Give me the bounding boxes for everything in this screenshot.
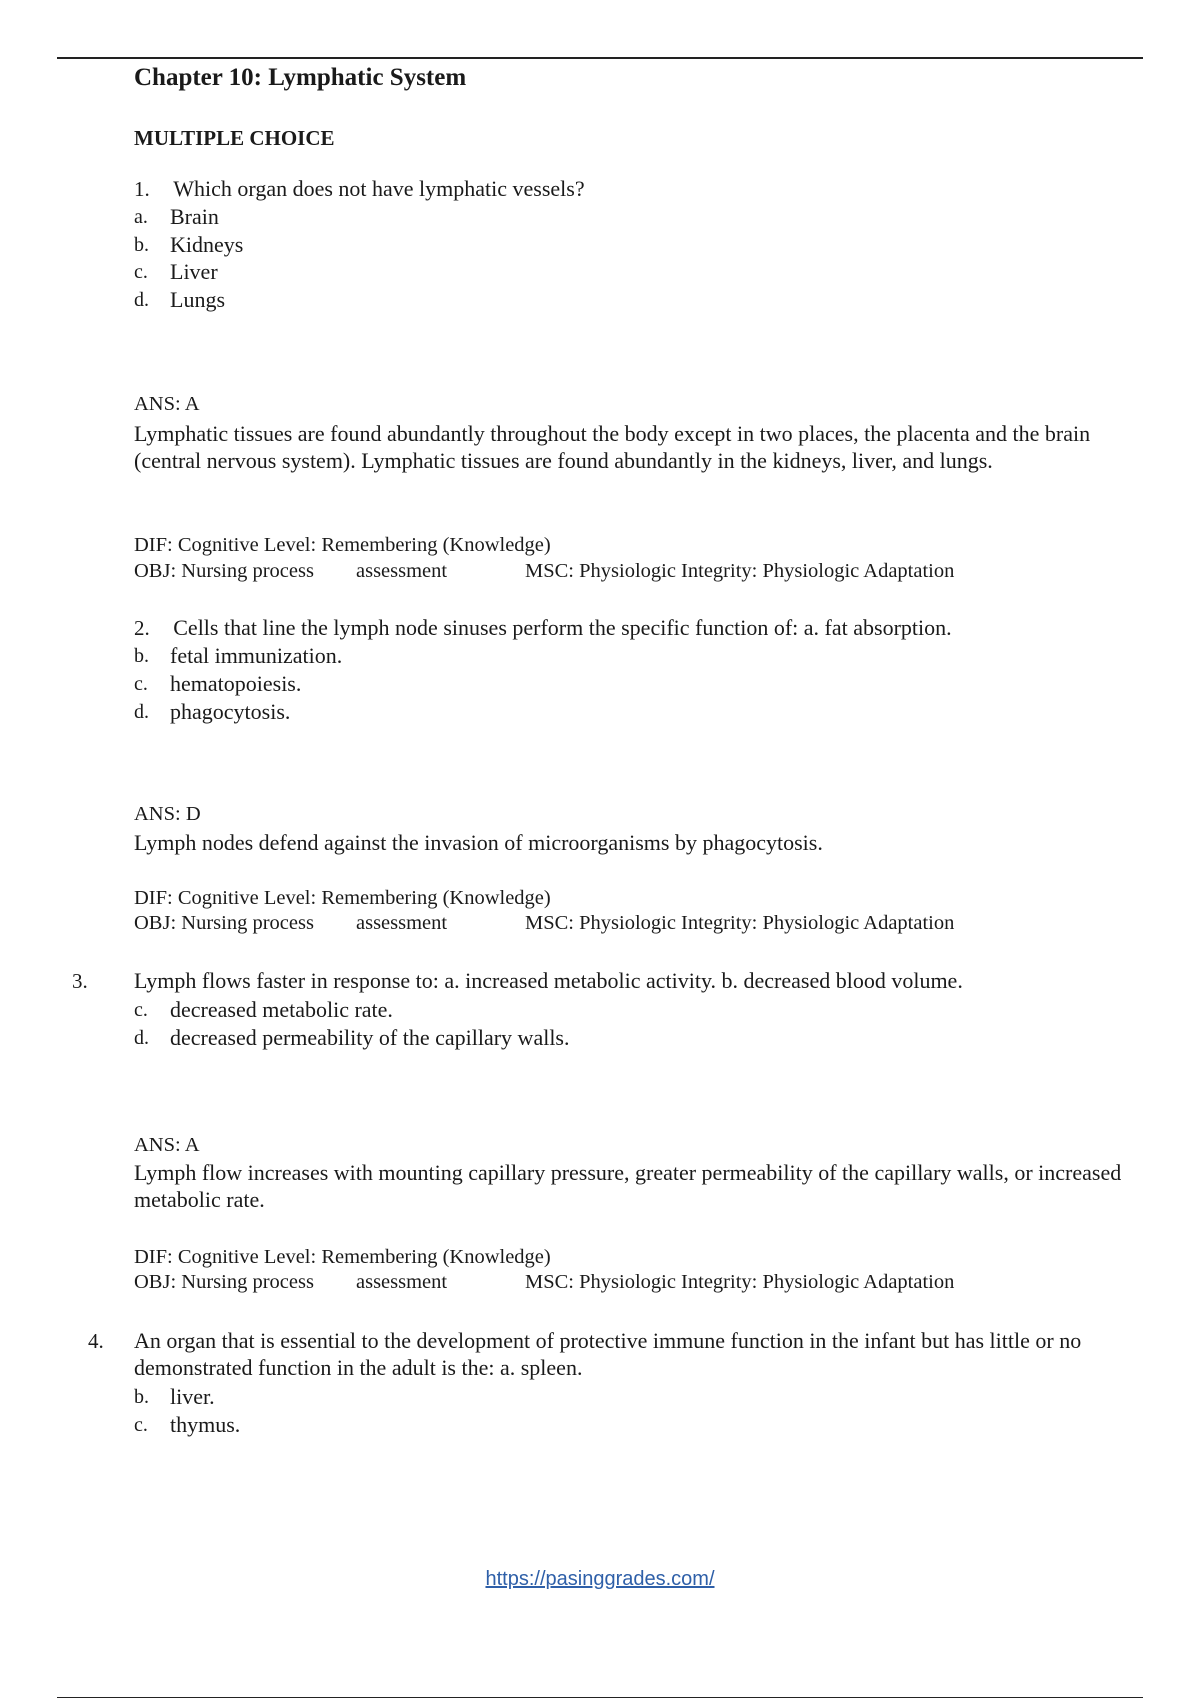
option-text: hematopoiesis.: [170, 671, 302, 696]
question-stem: An organ that is essential to the development of protective immune function in the infant but has little or no demonstrated function in the adult is the: a. spleen.: [134, 1328, 1082, 1380]
option-text: Brain: [170, 204, 219, 229]
option-letter: d.: [134, 289, 149, 311]
obj-value-3: assessment: [356, 1271, 448, 1293]
question-number: 1.: [134, 177, 150, 201]
question-stem: Which organ does not have lymphatic vessels?: [173, 176, 585, 201]
option-text: decreased metabolic rate.: [170, 997, 393, 1022]
option-text: liver.: [170, 1384, 215, 1409]
rationale-1: Lymphatic tissues are found abundantly throughout the body except in two places, the placenta and the brain (central nervous system). Lymphatic tissues are found abundantly in the kidneys, liver, and lungs.: [134, 421, 1091, 473]
section-title: MULTIPLE CHOICE: [134, 126, 335, 150]
question-3: [72, 968, 88, 994]
obj-value-2: assessment: [356, 912, 448, 934]
dif-2: DIF: Cognitive Level: Remembering (Knowledge): [134, 887, 551, 909]
option-text: thymus.: [170, 1412, 241, 1437]
option-text: Kidneys: [170, 232, 244, 257]
option-letter: b.: [134, 234, 149, 256]
option-letter: b.: [134, 645, 149, 667]
option-c: [134, 671, 301, 697]
answer-3: ANS: A: [134, 1134, 200, 1156]
option-b: [134, 643, 342, 669]
rationale-2: Lymph nodes defend against the invasion of microorganisms by phagocytosis.: [134, 830, 823, 855]
option-b: [134, 1384, 215, 1410]
question-stem: Cells that line the lymph node sinuses perform the specific function of: a. fat absorption.: [173, 615, 952, 640]
option-letter: c.: [134, 999, 148, 1021]
option-c: [134, 1412, 240, 1438]
option-text: Liver: [170, 259, 218, 284]
rationale-3: Lymph flow increases with mounting capillary pressure, greater permeability of the capillary walls, or increased metabolic rate.: [134, 1160, 1122, 1212]
option-text: phagocytosis.: [170, 699, 291, 724]
answer-2: ANS: D: [134, 803, 201, 825]
option-a: [134, 204, 219, 230]
msc-1: MSC: Physiologic Integrity: Physiologic Adaptation: [525, 560, 955, 582]
footer-link[interactable]: https://pasinggrades.com/: [485, 1568, 715, 1590]
option-d: [134, 1025, 570, 1051]
chapter-title: Chapter 10: Lymphatic System: [134, 64, 467, 91]
answer-1: ANS: A: [134, 393, 200, 415]
dif-3: DIF: Cognitive Level: Remembering (Knowledge): [134, 1246, 551, 1268]
question-stem: Lymph flows faster in response to: a. increased metabolic activity. b. decreased blood volume.: [134, 968, 963, 993]
question-number: 4.: [88, 1329, 104, 1353]
option-d: [134, 699, 290, 725]
question-2: [134, 615, 952, 641]
obj-2: OBJ: Nursing process: [134, 912, 314, 934]
option-letter: d.: [134, 701, 149, 723]
option-letter: b.: [134, 1386, 149, 1408]
top-rule: [57, 57, 1143, 59]
question-number: 3.: [72, 969, 88, 993]
footer-link-container: [0, 1568, 1200, 1591]
option-letter: d.: [134, 1027, 149, 1049]
option-text: decreased permeability of the capillary walls.: [170, 1025, 570, 1050]
question-4: [88, 1328, 104, 1354]
option-text: fetal immunization.: [170, 643, 343, 668]
option-letter: a.: [134, 206, 148, 228]
msc-3: MSC: Physiologic Integrity: Physiologic Adaptation: [525, 1271, 955, 1293]
obj-value-1: assessment: [356, 560, 448, 582]
option-letter: c.: [134, 1414, 148, 1436]
option-d: [134, 287, 225, 313]
question-number: 2.: [134, 616, 150, 640]
msc-2: MSC: Physiologic Integrity: Physiologic Adaptation: [525, 912, 955, 934]
obj-1: OBJ: Nursing process: [134, 560, 314, 582]
option-c: [134, 259, 218, 285]
obj-3: OBJ: Nursing process: [134, 1271, 314, 1293]
bottom-rule: [57, 1697, 1143, 1698]
option-c: [134, 997, 393, 1023]
option-text: Lungs: [170, 287, 225, 312]
option-letter: c.: [134, 673, 148, 695]
option-letter: c.: [134, 261, 148, 283]
question-1: [134, 176, 585, 202]
option-b: [134, 232, 243, 258]
dif-1: DIF: Cognitive Level: Remembering (Knowledge): [134, 534, 551, 556]
